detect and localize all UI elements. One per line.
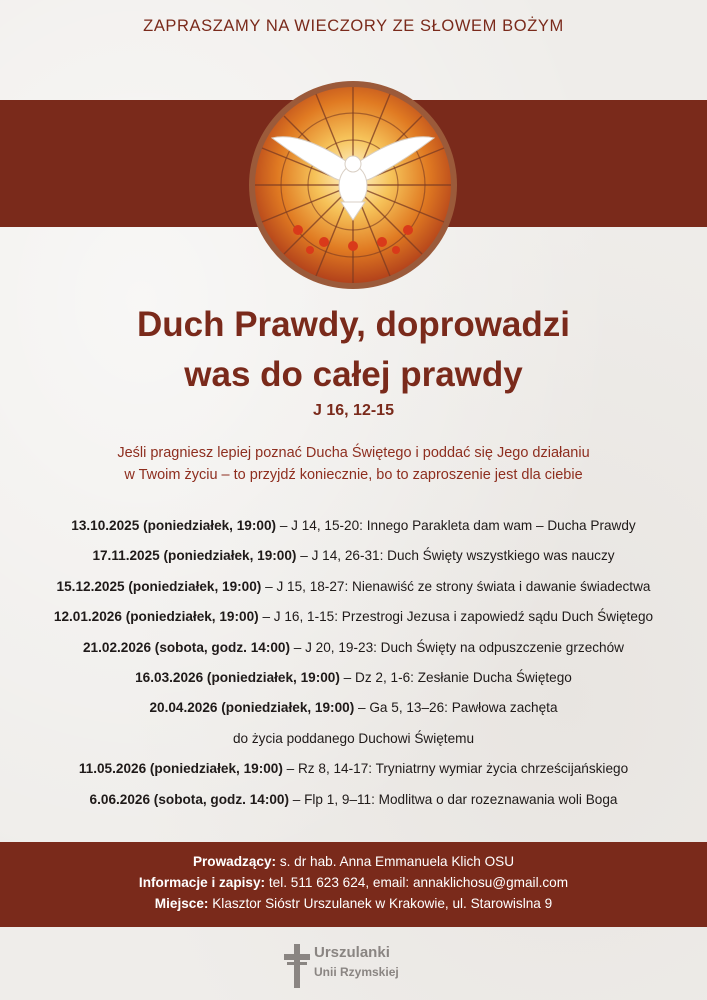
schedule-topic: – Flp 1, 9–11: Modlitwa o dar rozeznawania woli Boga — [289, 791, 618, 807]
schedule-date: 20.04.2026 (poniedziałek, 19:00) — [149, 700, 355, 716]
place-label: Miejsce: — [154, 896, 209, 911]
logo-name: Urszulanki — [314, 944, 390, 961]
cross-icon — [284, 944, 310, 988]
schedule-topic: – J 14, 26-31: Duch Święty wszystkiego was nauczy — [296, 548, 615, 564]
schedule-date: 11.05.2026 (poniedziałek, 19:00) — [78, 761, 283, 777]
schedule-topic: – Ga 5, 13–26: Pawłowa zachęta — [354, 700, 558, 716]
schedule-item — [0, 544, 707, 574]
schedule-item — [0, 757, 707, 787]
schedule-date: 6.06.2026 (sobota, godz. 14:00) — [89, 791, 289, 807]
schedule-item — [0, 696, 707, 726]
scripture-reference: J 16, 12-15 — [313, 402, 394, 419]
schedule-date: 12.01.2026 (poniedziałek, 19:00) — [53, 609, 259, 625]
schedule-topic: – J 14, 15-20: Innego Parakleta dam wam – Ducha Prawdy — [276, 518, 636, 533]
schedule-date: 15.12.2025 (poniedziałek, 19:00) — [56, 578, 262, 594]
logo-subtitle: Unii Rzymskiej — [314, 965, 399, 979]
contact-info — [0, 872, 707, 893]
dove-stained-glass-icon — [236, 80, 470, 290]
main-title — [0, 300, 707, 400]
urszulanki-logo — [284, 942, 424, 992]
schedule-item — [0, 788, 707, 818]
schedule-date: 17.11.2025 (poniedziałek, 19:00) — [92, 548, 297, 564]
intro-line2: w Twoim życiu – to przyjdź koniecznie, bo to zaproszenie jest dla ciebie — [124, 467, 583, 483]
schedule-item — [0, 575, 707, 605]
main-title-line1: Duch Prawdy, doprowadzi — [136, 305, 570, 344]
main-title-line2: was do całej prawdy — [184, 355, 523, 394]
schedule-topic: – Dz 2, 1-6: Zesłanie Ducha Świętego — [339, 669, 572, 685]
schedule-item-continuation — [0, 727, 707, 757]
invitation-heading: ZAPRASZAMY NA WIECZORY ZE SŁOWEM BOŻYM — [143, 17, 564, 35]
schedule-topic: – J 16, 1-15: Przestrogi Jezusa i zapowiedź sądu Duch Świętego — [258, 609, 654, 625]
schedule-list — [0, 514, 707, 818]
contact-label: Informacje i zapisy: — [138, 875, 266, 890]
schedule-topic: – J 20, 19-23: Duch Święty na odpuszczenie grzechów — [290, 639, 624, 655]
schedule-topic: – J 15, 18-27: Nienawiść ze strony świata i dawanie świadectwa — [261, 578, 651, 594]
leader-label: Prowadzący: — [192, 854, 277, 869]
leader-value: s. dr hab. Anna Emmanuela Klich OSU — [276, 854, 515, 869]
place-info — [0, 893, 707, 914]
schedule-item — [0, 605, 707, 635]
contact-value: tel. 511 623 624, email: annaklichosu@gmail.com — [265, 875, 569, 890]
schedule-item — [0, 636, 707, 666]
info-band — [0, 842, 707, 927]
schedule-item — [0, 666, 707, 696]
intro-line1: Jeśli pragniesz lepiej poznać Ducha Świętego i poddać się Jego działaniu — [117, 445, 590, 461]
place-value: Klasztor Sióstr Urszulanek w Krakowie, ul. Starowislna 9 — [208, 896, 553, 911]
schedule-date: 13.10.2025 (poniedziałek, 19:00) — [71, 518, 277, 533]
schedule-topic: – Rz 8, 14-17: Tryniatrny wymiar życia chrześcijańskiego — [282, 761, 629, 777]
intro-text — [0, 442, 707, 486]
schedule-date: 21.02.2026 (sobota, godz. 14:00) — [82, 639, 290, 655]
schedule-date: 16.03.2026 (poniedziałek, 19:00) — [135, 669, 340, 685]
schedule-item — [0, 514, 707, 544]
leader-info — [0, 851, 707, 872]
schedule-topic: do życia poddanego Duchowi Świętemu — [232, 730, 475, 746]
